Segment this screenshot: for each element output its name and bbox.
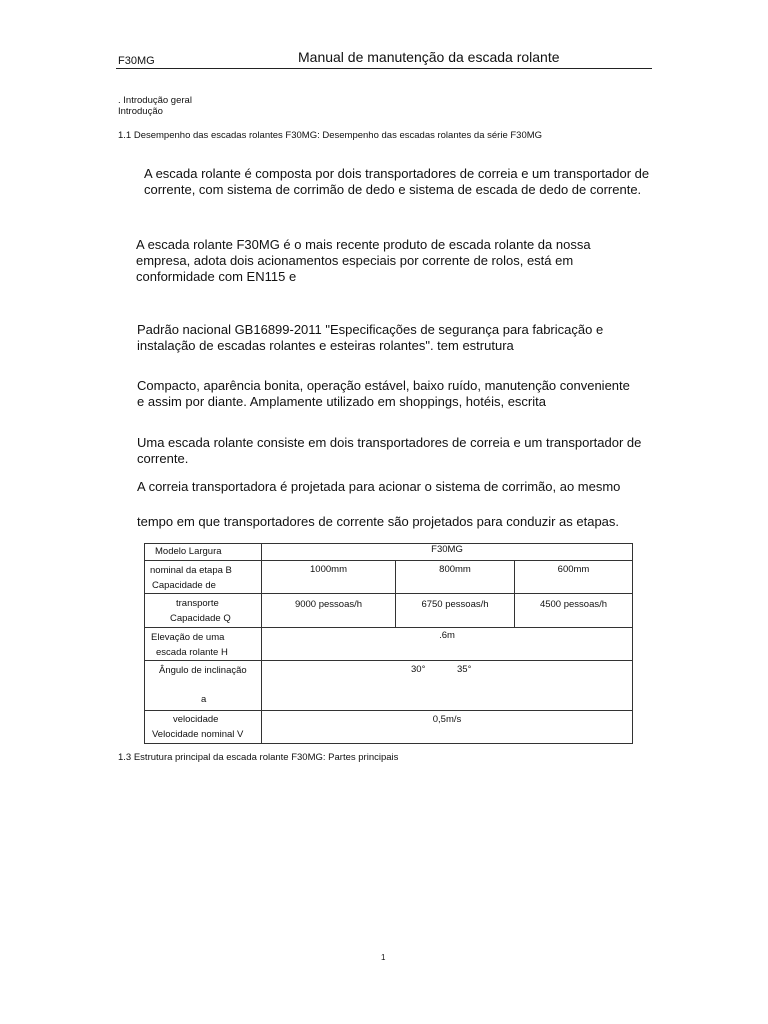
table-cell-width-600: 600mm: [515, 561, 633, 594]
row-label-speed: velocidade: [173, 714, 219, 725]
row-label-inclination-a: a: [201, 694, 207, 705]
table-row: [145, 711, 633, 744]
table-cell-label: [145, 711, 262, 744]
row-label-elevation-h: escada rolante H: [156, 647, 228, 658]
row-label-nominal-speed: Velocidade nominal V: [152, 729, 244, 740]
paragraph-4-line-2: e assim por diante. Amplamente utilizado em shoppings, hotéis, escrita: [137, 394, 546, 409]
paragraph-5-line-1: Uma escada rolante consiste em dois transportadores de correia e um transportador de: [137, 435, 642, 450]
row-label-capacity-start: Capacidade de: [152, 580, 216, 591]
row-label-capacity-q: Capacidade Q: [170, 613, 231, 624]
paragraph-2-line-1: A escada rolante F30MG é o mais recente produto de escada rolante da nossa: [136, 237, 591, 252]
angle-35: 35°: [457, 664, 472, 675]
paragraph-1-line-1: A escada rolante é composta por dois transportadores de correia e um transportador de: [144, 166, 650, 181]
row-label-transport: transporte: [176, 598, 219, 609]
section-1-1-heading: 1.1 Desempenho das escadas rolantes F30MG: Desempenho das escadas rolantes da série F30MG: [118, 130, 543, 141]
table-cell-model: F30MG: [262, 544, 633, 561]
table-cell-label: [145, 661, 262, 711]
table-cell-width-800: 800mm: [396, 561, 515, 594]
intro-subheading: Introdução: [118, 106, 163, 117]
paragraph-3-line-1: Padrão nacional GB16899-2011 "Especificações de segurança para fabricação e: [137, 322, 604, 337]
row-label-inclination: Ângulo de inclinação: [159, 665, 247, 676]
table-cell-inclination: [262, 661, 633, 711]
spec-table: [144, 543, 633, 744]
table-row: [145, 594, 633, 628]
table-cell-label: [145, 594, 262, 628]
table-cell-capacity-6750: 6750 pessoas/h: [396, 594, 515, 628]
table-cell-capacity-4500: 4500 pessoas/h: [515, 594, 633, 628]
table-row: [145, 544, 633, 561]
row-label-elevation: Elevação de uma: [151, 632, 225, 643]
paragraph-2-line-2: empresa, adota dois acionamentos especiais por corrente de rolos, está em: [136, 253, 574, 268]
row-label-model-width: Modelo Largura: [155, 546, 222, 557]
table-row: [145, 561, 633, 594]
table-row: [145, 661, 633, 711]
paragraph-4-line-1: Compacto, aparência bonita, operação estável, baixo ruído, manutenção conveniente: [137, 378, 630, 393]
paragraph-3-line-2: instalação de escadas rolantes e esteiras rolantes". tem estrutura: [137, 338, 514, 353]
header-model: F30MG: [118, 55, 155, 67]
table-cell-width-1000: 1000mm: [262, 561, 396, 594]
paragraph-7: tempo em que transportadores de corrente são projetados para conduzir as etapas.: [137, 514, 620, 529]
table-row: [145, 628, 633, 661]
angle-30: 30°: [411, 664, 426, 675]
page-number: 1: [381, 953, 386, 962]
table-cell-label: [145, 628, 262, 661]
paragraph-6: A correia transportadora é projetada para acionar o sistema de corrimão, ao mesmo: [137, 479, 621, 494]
table-cell-capacity-9000: 9000 pessoas/h: [262, 594, 396, 628]
header-divider: [116, 68, 652, 69]
page-title: Manual de manutenção da escada rolante: [298, 49, 560, 65]
table-cell-label: [145, 544, 262, 561]
paragraph-5-line-2: corrente.: [137, 451, 189, 466]
table-cell-elevation: .6m: [262, 628, 633, 661]
section-1-3-heading: 1.3 Estrutura principal da escada rolante F30MG: Partes principais: [118, 752, 399, 763]
table-cell-label: [145, 561, 262, 594]
table-cell-speed: 0,5m/s: [262, 711, 633, 744]
paragraph-1-line-2: corrente, com sistema de corrimão de dedo e sistema de escada de dedo de corrente.: [144, 182, 642, 197]
row-label-step-width: nominal da etapa B: [150, 565, 232, 576]
paragraph-2-line-3: conformidade com EN115 e: [136, 269, 297, 284]
intro-heading: . Introdução geral: [118, 95, 192, 106]
